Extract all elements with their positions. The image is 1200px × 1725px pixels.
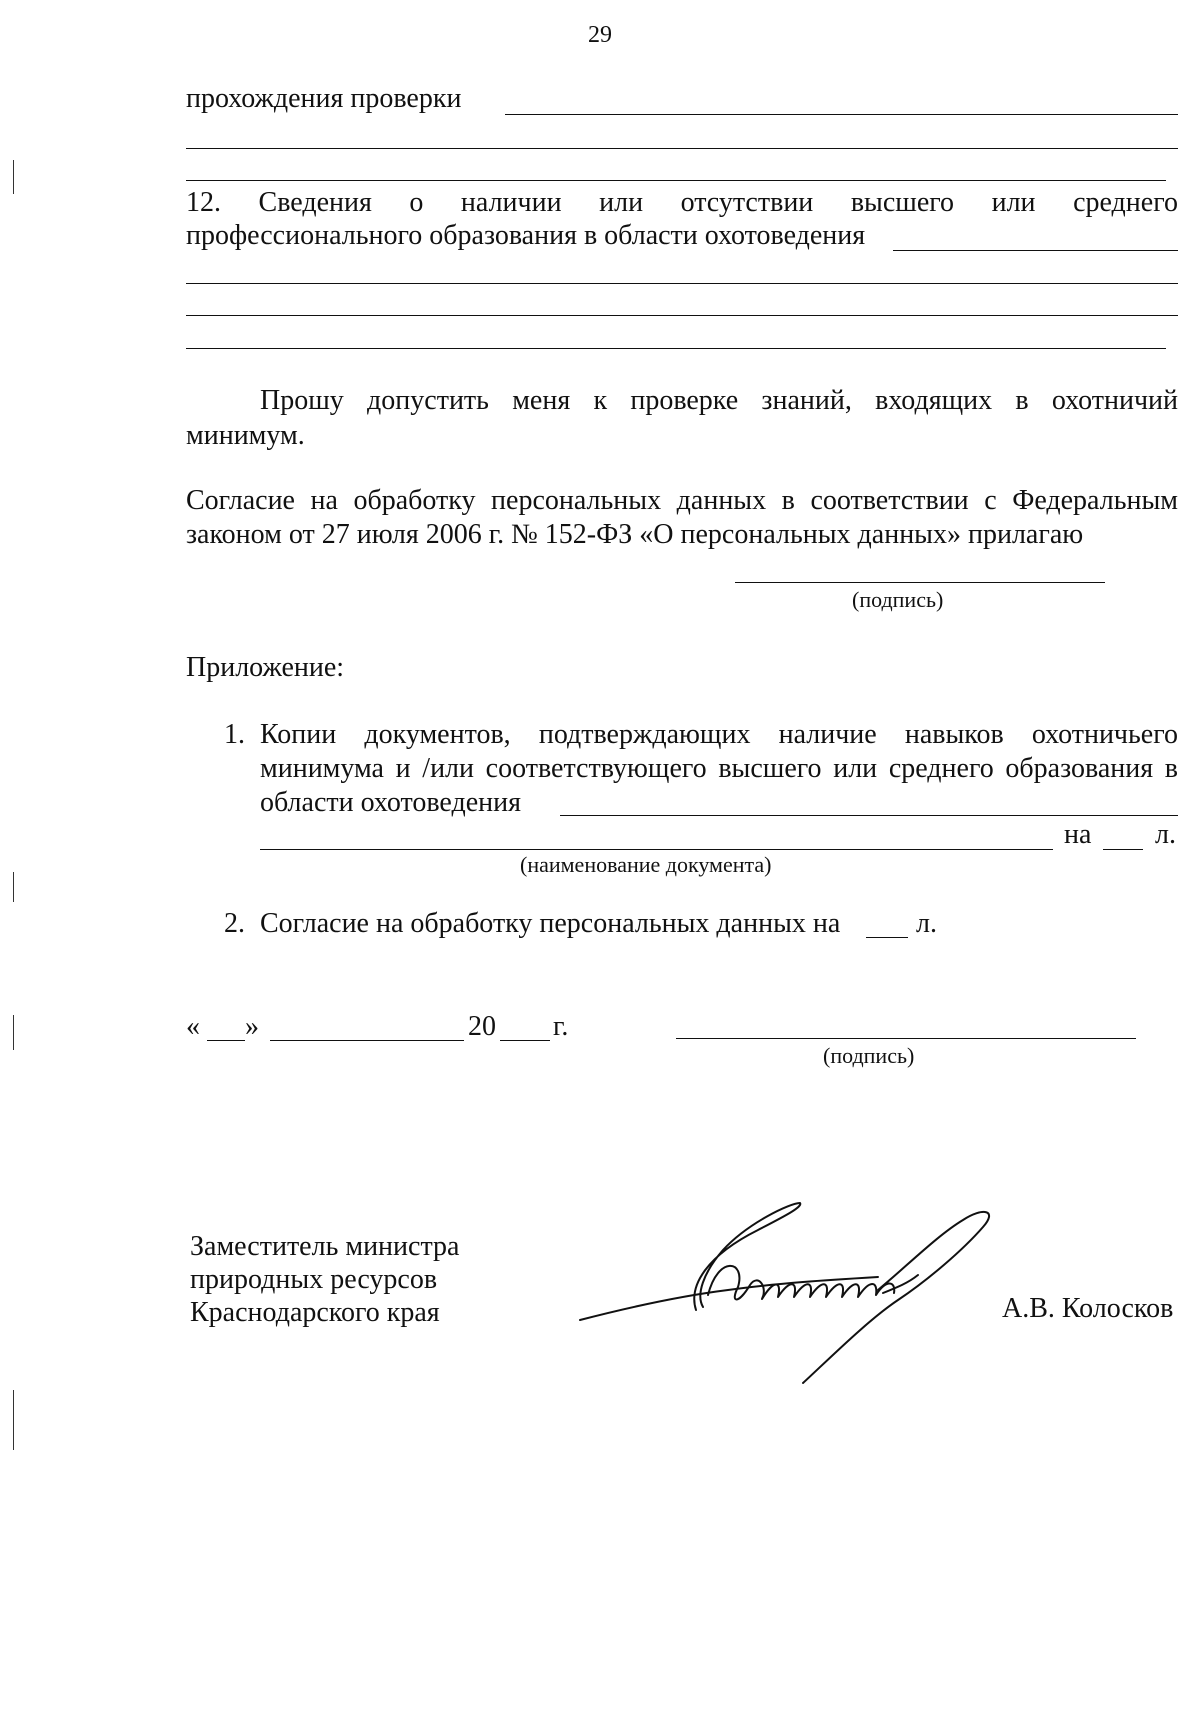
date-close-quote: » bbox=[245, 1011, 259, 1042]
scan-artifact bbox=[13, 872, 14, 902]
handwritten-signature bbox=[578, 1195, 1018, 1385]
fill-line bbox=[186, 148, 1178, 149]
item-12-line2: профессионального образования в области охотоведения bbox=[186, 220, 866, 251]
appendix-item2-l: л. bbox=[916, 908, 937, 939]
signature-caption: (подпись) bbox=[852, 587, 944, 612]
item-12-line1: 12. Сведения о наличии или отсутствии высшего или среднего bbox=[186, 187, 1178, 218]
date-year-suffix: г. bbox=[553, 1011, 569, 1042]
appendix-item1-number: 1. bbox=[224, 719, 245, 750]
appendix-item2-text: Согласие на обработку персональных данных на bbox=[260, 908, 841, 939]
page-count-line bbox=[1103, 849, 1143, 850]
appendix-item2-number: 2. bbox=[224, 908, 245, 939]
appendix-item1-line1: Копии документов, подтверждающих наличие навыков охотничьего bbox=[260, 719, 1178, 750]
month-line bbox=[270, 1040, 464, 1041]
appendix-item1-line2: минимума и /или соответствующего высшего или среднего образования в bbox=[260, 753, 1178, 784]
scan-artifact bbox=[13, 160, 14, 194]
signature-line bbox=[735, 582, 1105, 583]
request-line1: Прошу допустить меня к проверке знаний, входящих в охотничий bbox=[260, 385, 1178, 416]
year-line bbox=[500, 1040, 550, 1041]
scan-artifact bbox=[13, 1390, 14, 1450]
request-line2: минимум. bbox=[186, 420, 305, 451]
fill-line bbox=[505, 114, 1178, 115]
document-name-line bbox=[260, 849, 1053, 850]
fill-line bbox=[893, 250, 1178, 251]
consent-line1: Согласие на обработку персональных данных в соответствии с Федеральным bbox=[186, 485, 1178, 516]
appendix-item1-line3: области охотоведения bbox=[260, 787, 521, 818]
appendix-item1-na: на bbox=[1064, 819, 1092, 850]
fill-line bbox=[186, 180, 1166, 181]
prev-item-tail: прохождения проверки bbox=[186, 83, 462, 114]
signature-caption: (подпись) bbox=[823, 1043, 915, 1068]
page-number: 29 bbox=[588, 22, 612, 48]
fill-line bbox=[560, 815, 1178, 816]
appendix-item1-l: л. bbox=[1155, 819, 1176, 850]
day-line bbox=[207, 1040, 245, 1041]
fill-line bbox=[186, 348, 1166, 349]
signatory-position-line2: природных ресурсов bbox=[190, 1264, 438, 1295]
fill-line bbox=[186, 283, 1178, 284]
appendix-heading: Приложение: bbox=[186, 652, 345, 683]
signatory-position-line1: Заместитель министра bbox=[190, 1231, 460, 1262]
signature-line bbox=[676, 1038, 1136, 1039]
scan-artifact bbox=[13, 1015, 14, 1050]
document-name-caption: (наименование документа) bbox=[520, 852, 772, 877]
date-open-quote: « bbox=[186, 1011, 200, 1042]
signatory-name: А.В. Колосков bbox=[1002, 1293, 1174, 1324]
date-year-prefix: 20 bbox=[468, 1011, 496, 1042]
signatory-position-line3: Краснодарского края bbox=[190, 1297, 440, 1328]
page-count-line bbox=[866, 937, 908, 938]
fill-line bbox=[186, 315, 1178, 316]
consent-line2: законом от 27 июля 2006 г. № 152-ФЗ «О персональных данных» прилагаю bbox=[186, 519, 1084, 550]
